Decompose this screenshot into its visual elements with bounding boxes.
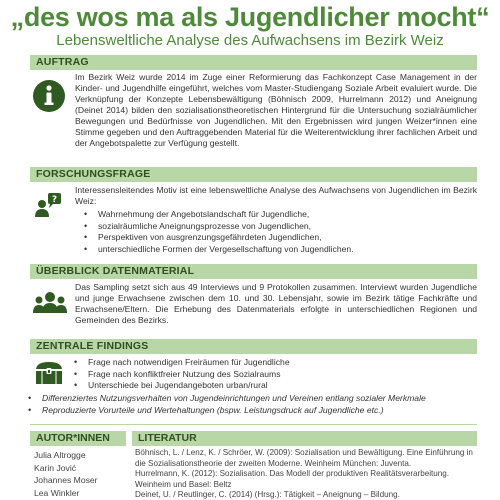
section-heading-forschungsfrage: FORSCHUNGSFRAGE [30,167,477,182]
author-list [34,449,98,499]
section-heading-autoren: AUTOR*INNEN [30,431,126,446]
treasure-chest-icon [33,360,65,386]
author-name: Lea Winkler [34,487,80,498]
auftrag-text: Im Bezirk Weiz wurde 2014 im Zuge einer Reformierung das Fachkonzept Case Management in der Kinder- und Jugendhilfe eingeführt, welches vom Master-Studiengang Soziale Arbeit evaluiert wurde. Die Verknüpfung der Konzepte Lebensbewältigung (Böhnisch 2009, Hurrelmann 2012) und Aneignung (Deinet 2014) bilden den sozialisationstheoretischen Hintergrund für die Untersuchung sozialräumlicher Bewegungen und Bedürfnisse von Jugendlichen. Mit den Ergebnissen wird jungen Weizer*innen eine Stimme gegeben und den Auftraggebenden Material für die Weiterentwicklung ihrer fachlichen Arbeit und der Angebotspalette zur Verfügung gestellt. [75,72,477,148]
author-name: Johannes Moser [34,475,98,485]
author-name: Karin Jović [34,462,77,473]
info-icon [32,79,66,113]
findings-italic-list [24,393,426,416]
literature-entry: Hurrelmann, K. (2012): Sozialisation. Das Modell der produktiven Realitätsverarbeitung. Weinheim und Basel: Beltz [135,469,450,489]
section-heading-datenmaterial: ÜBERBLICK DATENMATERIAL [30,264,477,279]
list-item: • unterschiedliche Formen der Vergesellschaftung von Jugendlichen. [80,244,354,256]
literature-entry: Deinet, U. / Reutlinger, C. (2014) (Hrsg.): Tätigkeit – Aneignung – Bildung. [135,490,400,500]
list-item: • Frage nach notwendigen Freiräumen für Jugendliche [70,357,290,369]
section-heading-findings: ZENTRALE FINDINGS [30,339,477,354]
list-item: • Reproduzierte Vorurteile und Wertehaltungen (bspw. Leistungsdruck auf Jugendliche etc.) [24,405,426,417]
group-icon [32,288,68,316]
section-heading-auftrag: AUFTRAG [30,55,477,70]
forschungsfrage-list [80,209,354,255]
section-heading-literatur: LITERATUR [132,431,477,446]
list-item: • Wahrnehmung der Angebotslandschaft für Jugendliche, [80,209,354,221]
page-title: „des wos ma als Jugendlicher mocht“ [10,2,490,32]
list-item: • Unterschiede bei Jugendangeboten urban/rural [70,380,290,392]
literature-entry: Böhnisch, L. / Lenz, K. / Schröer, W. (2009): Sozialisation und Bewältigung. Eine Einführung in die Sozialisationstheorie der zweiten Moderne. Weinheim München: Juventa. [135,448,473,468]
list-item: • Perspektiven von ausgrenzungsgefährdeten Jugendlichen, [80,232,354,244]
page-subtitle: Lebensweltliche Analyse des Aufwachsens im Bezirk Weiz [56,32,444,49]
list-item: • sozialräumliche Aneignungsprozesse von Jugendlichen, [80,221,354,233]
svg-text:?: ? [51,195,58,205]
datenmaterial-text: Das Sampling setzt sich aus 49 Interviews und 9 Protokollen zusammen. Interviewt wurden Jugendliche und junge Erwachsene zwischen dem 10. und 30. Lebensjahr, sowie im Bezirk tätige Fachkräfte und Erwachsene/Eltern. Die Erhebung des Datenmaterials erfolgte in unterschiedlichen Regionen und Gemeinden des Bezirks. [75,282,477,325]
people-question-icon [34,192,62,218]
literature-list [135,448,477,500]
findings-list [70,357,290,392]
author-name: Julia Altrogge [34,450,86,460]
divider [30,424,477,425]
list-item: • Differenziertes Nutzungsverhalten von Jugendeinrichtungen und Vereinen entlang sozialer Merkmale [24,393,426,405]
auftrag-text-block [75,72,477,149]
forschungsfrage-intro: Interessensleitendes Motiv ist eine lebensweltliche Analyse des Aufwachsens von Jugendlichen im Bezirk Weiz: [75,185,477,206]
list-item: • Frage nach konfliktfreier Nutzung des Sozialraums [70,369,290,381]
